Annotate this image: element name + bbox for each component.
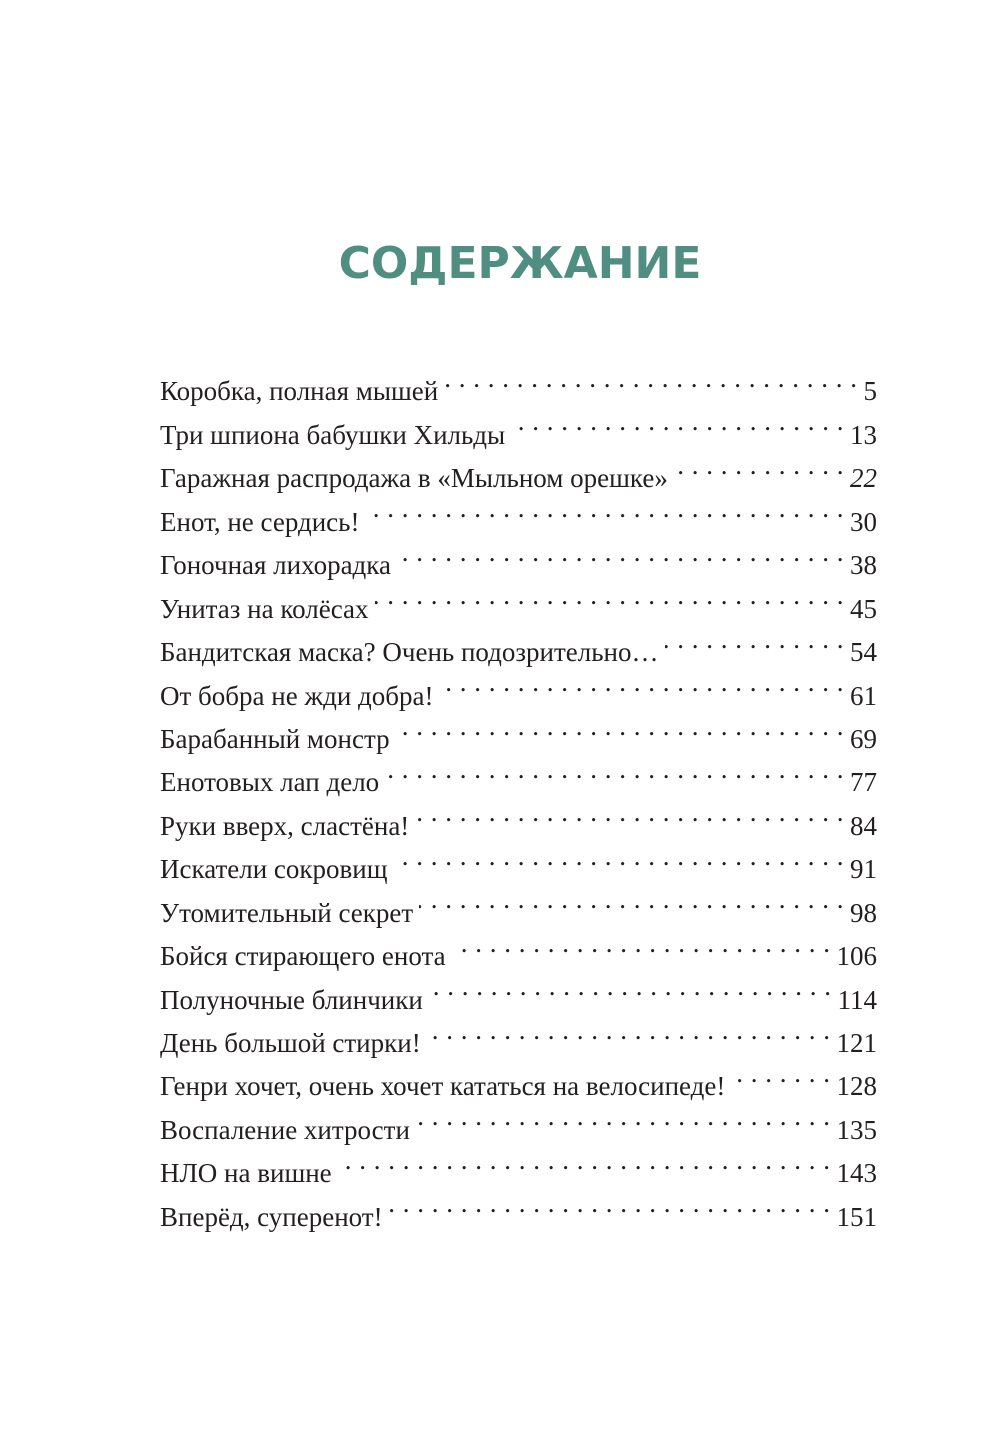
toc-page-number: 143 (836, 1158, 877, 1189)
toc-chapter-title: Полуночные блинчики (160, 984, 423, 1015)
toc-chapter-title: Барабанный монстр (160, 723, 390, 754)
toc-dot-leader (415, 791, 844, 834)
toc-dot-leader (511, 400, 844, 443)
toc-page-number: 22 (850, 463, 877, 494)
toc-chapter-title: Вперёд, суперенот! (160, 1201, 383, 1232)
toc-page-number: 5 (863, 376, 877, 407)
toc-chapter-title: Унитаз на колёсах (160, 593, 369, 624)
toc-chapter-title: Енотовых лап дело (160, 767, 380, 798)
toc-dot-leader (674, 444, 844, 487)
toc-page-number: 69 (850, 723, 877, 754)
toc-dot-leader (416, 1095, 831, 1138)
toc-dot-leader (385, 748, 844, 791)
toc-page-number: 84 (850, 810, 877, 841)
toc-dot-leader (394, 835, 844, 878)
toc-dot-leader (396, 705, 844, 748)
toc-chapter-title: Енот, не сердись! (160, 506, 360, 537)
toc-dot-leader (452, 922, 831, 965)
toc-chapter-title: Коробка, полная мышей (160, 376, 439, 407)
toc-chapter-title: Три шпиона бабушки Хильды (160, 419, 506, 450)
toc-chapter-title: Бойся стирающего енота (160, 941, 446, 972)
toc-page-number: 121 (836, 1028, 877, 1058)
toc-chapter-title: Руки вверх, сластёна! (160, 810, 410, 841)
toc-page-number: 13 (850, 419, 877, 450)
toc-chapter-title: Гоночная лихорадка (160, 550, 391, 581)
toc-page-number: 61 (850, 680, 877, 711)
toc-dot-leader (731, 1052, 830, 1095)
toc-chapter-title: НЛО на вишне (160, 1158, 332, 1189)
toc-dot-leader (419, 878, 844, 921)
toc-chapter-title: Воспаление хитрости (160, 1114, 410, 1145)
toc-page-number: 30 (850, 506, 877, 537)
toc-dot-leader (397, 531, 844, 574)
toc-entry[interactable] (160, 357, 877, 407)
toc-page-number: 77 (850, 767, 877, 798)
toc-page-number: 128 (836, 1071, 877, 1102)
toc-dot-leader (439, 661, 844, 704)
toc-page-number: 54 (850, 637, 877, 668)
toc-dot-leader (665, 618, 844, 661)
toc-chapter-title: Искатели сокровищ (160, 854, 388, 885)
toc-dot-leader (427, 1009, 831, 1052)
toc-chapter-title: Бандитская маска? Очень подозрительно… (160, 637, 659, 668)
toc-page-number: 38 (850, 550, 877, 581)
toc-page-number: 151 (836, 1201, 877, 1232)
toc-dot-leader (375, 574, 845, 617)
toc-page-number: 98 (850, 897, 877, 928)
toc-page-number: 45 (850, 593, 877, 624)
toc-dot-leader (444, 357, 857, 400)
toc-chapter-title: Утомительный секрет (160, 897, 414, 928)
toc-page-number: 135 (836, 1114, 877, 1145)
toc-chapter-title: Гаражная распродажа в «Мыльном орешке» (160, 463, 668, 494)
page-title: СОДЕРЖАНИЕ (338, 238, 702, 289)
toc-dot-leader (365, 487, 844, 530)
toc-dot-leader (338, 1139, 831, 1182)
table-of-contents (160, 357, 877, 1232)
toc-chapter-title: Генри хочет, очень хочет кататься на велосипеде! (160, 1071, 726, 1102)
toc-page-number: 114 (837, 984, 877, 1015)
toc-page-number: 91 (850, 854, 877, 885)
toc-chapter-title: От бобра не жди добра! (160, 680, 434, 711)
toc-chapter-title: День большой стирки! (160, 1028, 421, 1058)
toc-page-number: 106 (836, 941, 877, 972)
toc-dot-leader (389, 1182, 831, 1225)
toc-dot-leader (429, 965, 832, 1008)
